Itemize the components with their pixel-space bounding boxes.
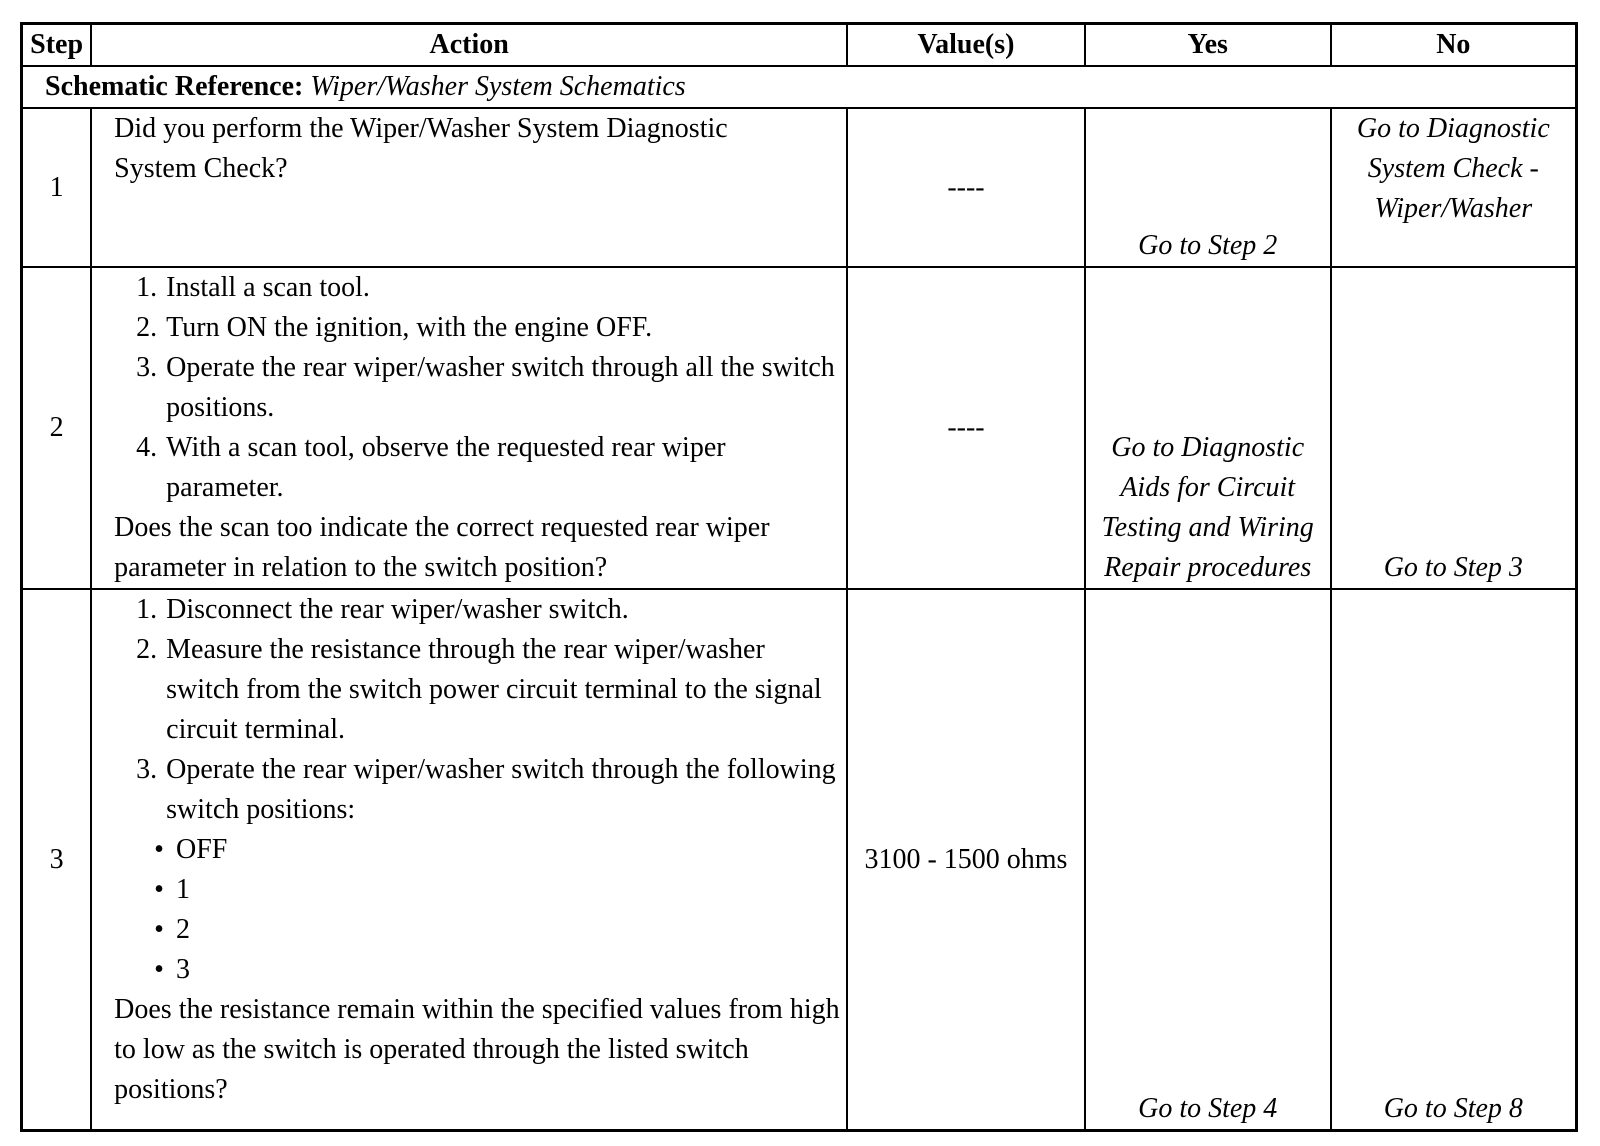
action-question: Did you perform the Wiper/Washer System Diagnostic System Check? xyxy=(114,113,728,184)
header-yes: Yes xyxy=(1085,24,1331,67)
table-row xyxy=(22,589,1577,1131)
step-number: 3 xyxy=(22,589,92,1131)
yes-cell xyxy=(1085,267,1331,589)
table-row xyxy=(22,267,1577,589)
action-cell xyxy=(91,589,847,1131)
list-item: 1. Install a scan tool. xyxy=(164,268,840,308)
list-item: 1. Disconnect the rear wiper/washer switch. xyxy=(164,590,840,630)
yes-link[interactable]: Go to Step 4 xyxy=(1138,1093,1278,1124)
list-item: 2. Measure the resistance through the rear wiper/washer switch from the switch power circuit terminal to the signal circuit terminal. xyxy=(164,630,840,750)
action-cell xyxy=(91,108,847,267)
header-row xyxy=(22,24,1577,67)
no-cell xyxy=(1331,108,1577,267)
yes-link[interactable]: Go to Step 2 xyxy=(1138,230,1278,261)
list-item: 3. Operate the rear wiper/washer switch through all the switch positions. xyxy=(164,348,840,428)
no-cell xyxy=(1331,589,1577,1131)
table-row xyxy=(22,108,1577,267)
list-item: • 1 xyxy=(154,870,840,910)
value-cell: 3100 - 1500 ohms xyxy=(847,589,1085,1131)
list-item: • OFF xyxy=(154,830,840,870)
value-cell: ---- xyxy=(847,267,1085,589)
yes-cell xyxy=(1085,108,1331,267)
yes-cell xyxy=(1085,589,1331,1131)
action-steps-list xyxy=(114,268,840,508)
step-number: 1 xyxy=(22,108,92,267)
list-item: 3. Operate the rear wiper/washer switch through the following switch positions: xyxy=(164,750,840,830)
no-link[interactable]: Go to Step 3 xyxy=(1383,552,1523,583)
no-cell xyxy=(1331,267,1577,589)
schematic-reference xyxy=(22,66,1577,108)
action-question: Does the resistance remain within the specified values from high to low as the switch is operated through the listed switch positions? xyxy=(114,994,840,1105)
diagnostic-table xyxy=(20,22,1578,1132)
yes-link[interactable]: Go to Diagnostic Aids for Circuit Testing and Wiring Repair procedures xyxy=(1101,432,1314,583)
no-link[interactable]: Go to Step 8 xyxy=(1383,1093,1523,1124)
list-item: • 2 xyxy=(154,910,840,950)
header-action: Action xyxy=(91,24,847,67)
schematic-link[interactable]: Wiper/Washer System Schematics xyxy=(310,71,686,102)
step-number: 2 xyxy=(22,267,92,589)
list-item: 2. Turn ON the ignition, with the engine OFF. xyxy=(164,308,840,348)
action-steps-list xyxy=(114,590,840,830)
schematic-label: Schematic Reference: xyxy=(45,71,304,102)
value-cell: ---- xyxy=(847,108,1085,267)
no-link[interactable]: Go to Diagnostic System Check - Wiper/Washer xyxy=(1356,113,1550,224)
list-item: • 3 xyxy=(154,950,840,990)
schematic-reference-row xyxy=(22,66,1577,108)
header-step: Step xyxy=(22,24,92,67)
action-cell xyxy=(91,267,847,589)
header-values: Value(s) xyxy=(847,24,1085,67)
list-item: 4. With a scan tool, observe the requested rear wiper parameter. xyxy=(164,428,840,508)
action-question: Does the scan too indicate the correct requested rear wiper parameter in relation to the switch position? xyxy=(114,512,770,583)
switch-positions-list xyxy=(114,830,840,990)
header-no: No xyxy=(1331,24,1577,67)
